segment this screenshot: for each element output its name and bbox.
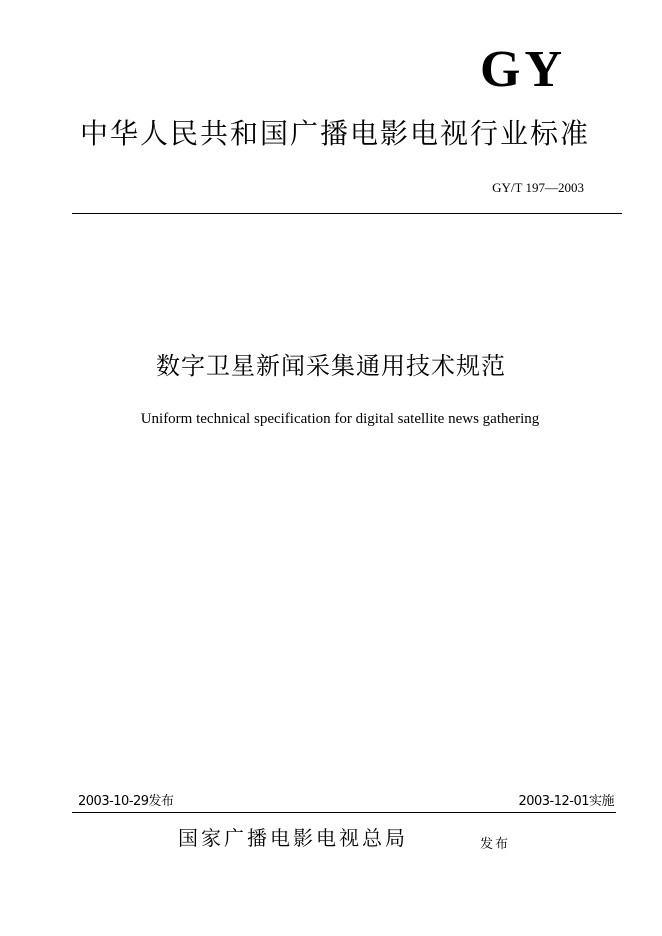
standard-category-title: 中华人民共和国广播电影电视行业标准 [80,117,591,150]
bottom-divider [72,812,616,813]
publisher-name: 国家广播电影电视总局 [178,826,408,850]
top-divider [72,213,622,214]
issue-date: 2003-10-29发布 [78,794,174,809]
standard-code: GY/T 197—2003 [492,180,584,195]
document-title-chinese: 数字卫星新闻采集通用技术规范 [156,352,506,380]
publish-label: 发布 [480,837,511,852]
document-title-english: Uniform technical specification for digital satellite news gathering [140,411,540,427]
implementation-date: 2003-12-01实施 [518,794,614,809]
gy-mark: GY [480,41,566,98]
